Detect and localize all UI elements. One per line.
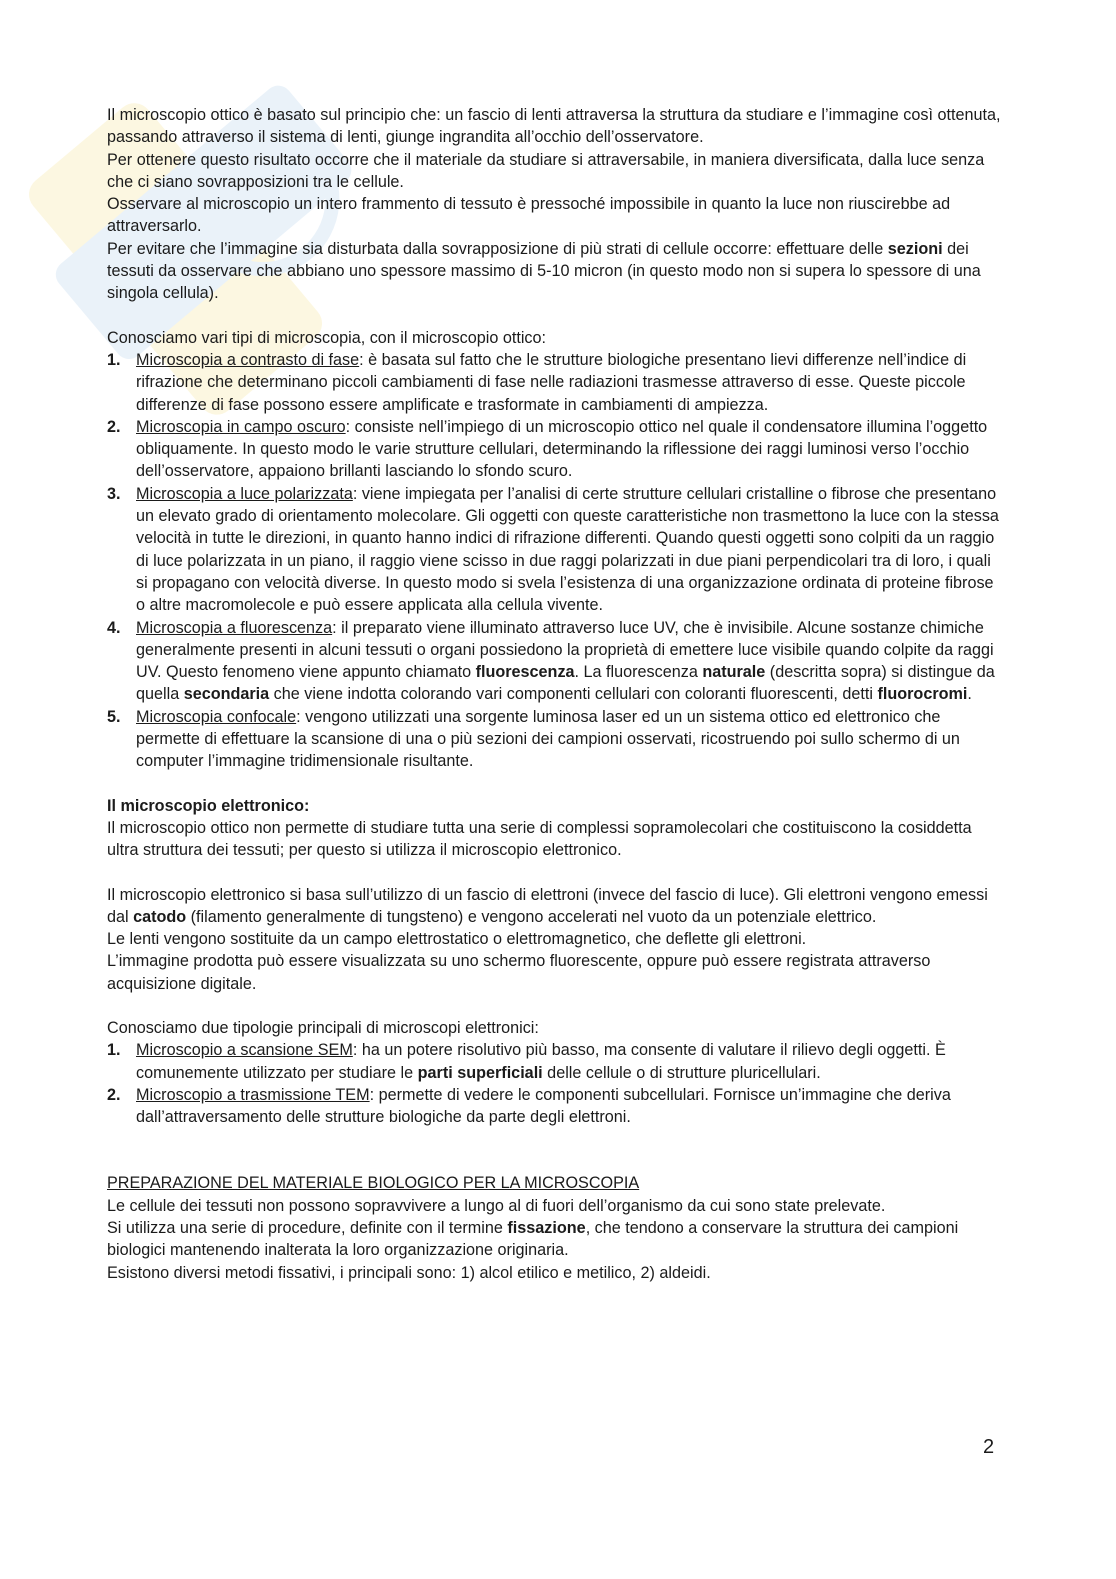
- intro-paragraph-3: Osservare al microscopio un intero frammento di tessuto è pressoché impossibile in quanto la luce non riuscirebbe ad attraversarlo.: [107, 195, 951, 236]
- electron-list: [107, 1039, 1007, 1128]
- prep-paragraph-1: Le cellule dei tessuti non possono sopravvivere a lungo al di fuori dell’organismo da cui sono state prelevate.: [107, 1196, 886, 1215]
- optical-intro: Conosciamo vari tipi di microscopia, con il microscopio ottico:: [107, 328, 547, 347]
- electron-paragraph-1: Il microscopio ottico non permette di studiare tutta una serie di complessi sopramolecolari che costituiscono la cosiddetta ultra struttura dei tessuti; per questo si utilizza il microscopio elettronico.: [107, 818, 972, 860]
- list-item-term: Microscopia a luce polarizzata: [136, 484, 353, 503]
- section-heading-preparation: PREPARAZIONE DEL MATERIALE BIOLOGICO PER LA MICROSCOPIA: [107, 1174, 640, 1193]
- list-item-term: Microscopia a fluorescenza: [136, 618, 333, 637]
- list-item-term: Microscopia in campo oscuro: [136, 417, 346, 436]
- section-heading-electron: Il microscopio elettronico:: [107, 796, 310, 815]
- prep-paragraph-3: Esistono diversi metodi fissativi, i principali sono: 1) alcol etilico e metilico, 2) aldeidi.: [107, 1263, 711, 1282]
- list-item: 1. Microscopia a contrasto di fase: è basata sul fatto che le strutture biologiche presentano lievi differenze nell’indice di rifrazione che determinano piccoli cambiamenti di fase nelle radiazioni trasmesse attraverso di esse. Queste piccole differenze di fase possono essere amplificate e trasformate in cambiamenti di ampiezza.: [107, 350, 967, 414]
- electron-paragraph-3: Le lenti vengono sostituite da un campo elettrostatico o elettromagnetico, che deflette gli elettroni.: [107, 930, 807, 949]
- list-item: 5. Microscopia confocale: vengono utilizzati una sorgente luminosa laser ed un un sistema ottico ed elettronico che permette di effettuare la scansione di una o più sezioni dei campioni osservati, ricostruendo poi sullo schermo di un computer l’immagine tridimensionale risultante.: [107, 707, 960, 771]
- intro-paragraph-1: Il microscopio ottico è basato sul principio che: un fascio di lenti attraversa la struttura da studiare e l’immagine così ottenuta, passando attraverso il sistema di lenti, giunge ingrandita all’occhio dell’osservatore.: [107, 106, 1001, 147]
- list-item-term: Microscopia confocale: [136, 707, 297, 726]
- list-item: 2. Microscopio a trasmissione TEM: permette di vedere le componenti subcellulari. Fornisce un’immagine che deriva dall’attraversamento delle strutture biologiche da parte degli elettroni.: [107, 1085, 951, 1127]
- intro-paragraph-2: Per ottenere questo risultato occorre che il materiale da studiare si attraversabile, in maniera diversificata, dalla luce senza che ci siano sovrapposizioni tra le cellule.: [107, 150, 985, 191]
- electron-paragraph-2: Il microscopio elettronico si basa sull’utilizzo di un fascio di elettroni (invece del fascio di luce). Gli elettroni vengono emessi dal catodo (filamento generalmente di tungsteno) e vengono accelerati nel vuoto da un potenziale elettrico.: [107, 885, 988, 926]
- electron-paragraph-4: L’immagine prodotta può essere visualizzata su uno schermo fluorescente, oppure può essere registrata attraverso acquisizione digitale.: [107, 952, 931, 993]
- prep-paragraph-2: Si utilizza una serie di procedure, definite con il termine fissazione, che tendono a conservare la struttura dei campioni biologici mantenendo inalterata la loro organizzazione originaria.: [107, 1219, 959, 1260]
- list-item: 3. Microscopia a luce polarizzata: viene impiegata per l’analisi di certe strutture cellulari cristalline o fibrose che presentano un elevato grado di orientamento molecolare. Gli oggetti con queste caratteristiche non trasmettono la luce con la stessa velocità in tutte le direzioni, in quanto hanno indici di rifrazione differenti. Quando questi oggetti sono colpiti da un raggio di luce polarizzata in un piano, il raggio viene scisso in due raggi polarizzati in due piani perpendicolari tra di loro, i quali si propagano con velocità diverse. In questo modo si svela l’esistenza di una organizzazione ordinata di proteine fibrose o altre macromolecole e può essere applicata alla cellula vivente.: [107, 484, 999, 615]
- list-item: 1. Microscopio a scansione SEM: ha un potere risolutivo più basso, ma consente di valutare il rilievo degli oggetti. È comunemente utilizzato per studiare le parti superficiali delle cellule o di strutture pluricellulari.: [107, 1041, 946, 1082]
- electron-intro: Conosciamo due tipologie principali di microscopi elettronici:: [107, 1018, 539, 1037]
- document-body: [107, 104, 1007, 1284]
- sezioni-paragraph: Per evitare che l’immagine sia disturbata dalla sovrapposizione di più strati di cellule occorre: effettuare delle sezioni dei tessuti da osservare che abbiano uno spessore massimo di 5-10 micron (in questo modo non si supera lo spessore di una singola cellula).: [107, 239, 981, 303]
- list-item-term: Microscopio a scansione SEM: [136, 1041, 353, 1060]
- list-item: 4. Microscopia a fluorescenza: il preparato viene illuminato attraverso luce UV, che è invisibile. Alcune sostanze chimiche generalmente presenti in alcuni tessuti o organi possiedono la proprietà di emettere luce visibile quando colpite da raggi UV. Questo fenomeno viene appunto chiamato fluorescenza. La fluorescenza naturale (descritta sopra) si distingue da quella secondaria che viene indotta colorando vari componenti cellulari con coloranti fluorescenti, detti fluorocromi.: [107, 618, 995, 704]
- list-item-term: Microscopia a contrasto di fase: [136, 350, 360, 369]
- page-number: 2: [983, 1436, 995, 1458]
- optical-list: [107, 349, 1007, 773]
- list-item-term: Microscopio a trasmissione TEM: [136, 1085, 370, 1104]
- list-item: 2. Microscopia in campo oscuro: consiste nell’impiego di un microscopio ottico nel quale il condensatore illumina l’oggetto obliquamente. In questo modo le varie strutture cellulari, determinando la riflessione dei raggi luminosi verso l’occhio dell’osservatore, appaiono brillanti lasciando lo sfondo scuro.: [107, 417, 988, 481]
- bold-term: sezioni: [887, 239, 943, 258]
